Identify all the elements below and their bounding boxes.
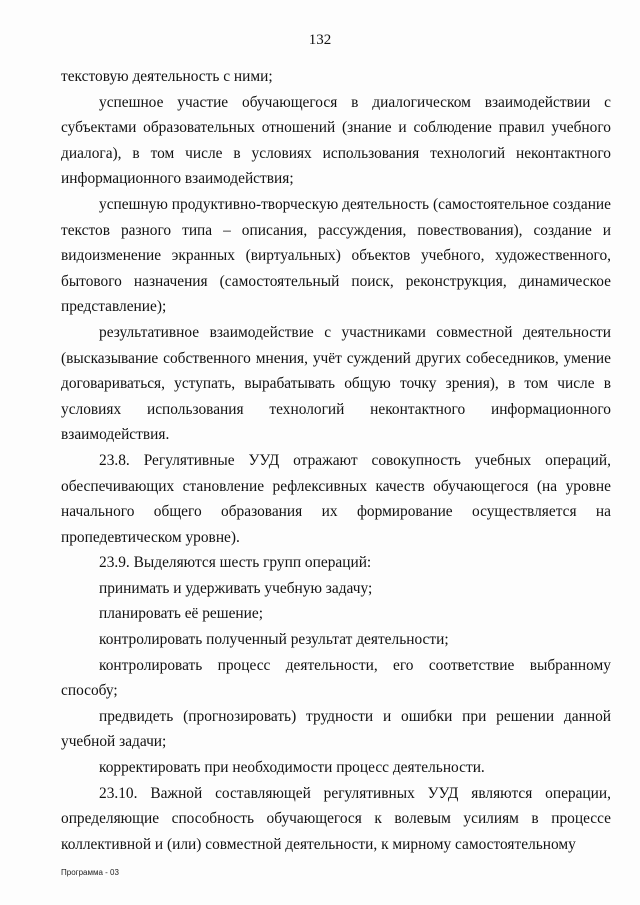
paragraph-collaboration: результативное взаимодействие с участниками совместной деятельности (высказывание собственного мнения, учёт суждений других собеседников, умение договариваться, уступать, вырабатывать общую точку зрения), в том числе в условиях использования технологий неконтактного информационного взаимодействия.	[61, 323, 611, 444]
page-footer: Программа - 03	[61, 868, 119, 877]
document-body	[61, 64, 611, 857]
list-item-accept-task: принимать и удерживать учебную задачу;	[99, 579, 373, 597]
paragraph-section-23-8: 23.8. Регулятивные УУД отражают совокупность учебных операций, обеспечивающих становление рефлексивных качеств обучающегося (на уровне начального общего образования их формирование осуществляется на пропедевтическом уровне).	[61, 451, 611, 546]
list-item-control-result: контролировать полученный результат деятельности;	[99, 631, 449, 649]
list-item-plan-solution: планировать её решение;	[99, 605, 263, 623]
paragraph-continuation: текстовую деятельность с ними;	[61, 68, 273, 85]
list-item-control-process: контролировать процесс деятельности, его соответствие выбранному способу;	[61, 656, 611, 700]
paragraph-dialogue-interaction: успешное участие обучающегося в диалогическом взаимодействии с субъектами образовательных отношений (знание и соблюдение правил учебного диалога), в том числе в условиях использования технологий неконтактного информационного взаимодействия;	[61, 93, 611, 188]
paragraph-section-23-9: 23.9. Выделяются шесть групп операций:	[99, 554, 372, 572]
paragraph-section-23-10: 23.10. Важной составляющей регулятивных УУД являются операции, определяющие способность обучающегося к волевым усилиям в процессе коллективной и (или) совместной деятельности, к мирному самостоятельному	[61, 784, 611, 853]
page-number: 132	[308, 32, 332, 48]
list-item-predict-difficulties: предвидеть (прогнозировать) трудности и ошибки при решении данной учебной задачи;	[61, 707, 611, 751]
paragraph-creative-activity: успешную продуктивно-творческую деятельность (самостоятельное создание текстов разного типа – описания, рассуждения, повествования), создание и видоизменение экранных (виртуальных) объектов учебного, художественного, бытового назначения (самостоятельный поиск, реконструкция, динамическое представление);	[61, 195, 611, 316]
list-item-correct-process: корректировать при необходимости процесс деятельности.	[99, 759, 485, 777]
